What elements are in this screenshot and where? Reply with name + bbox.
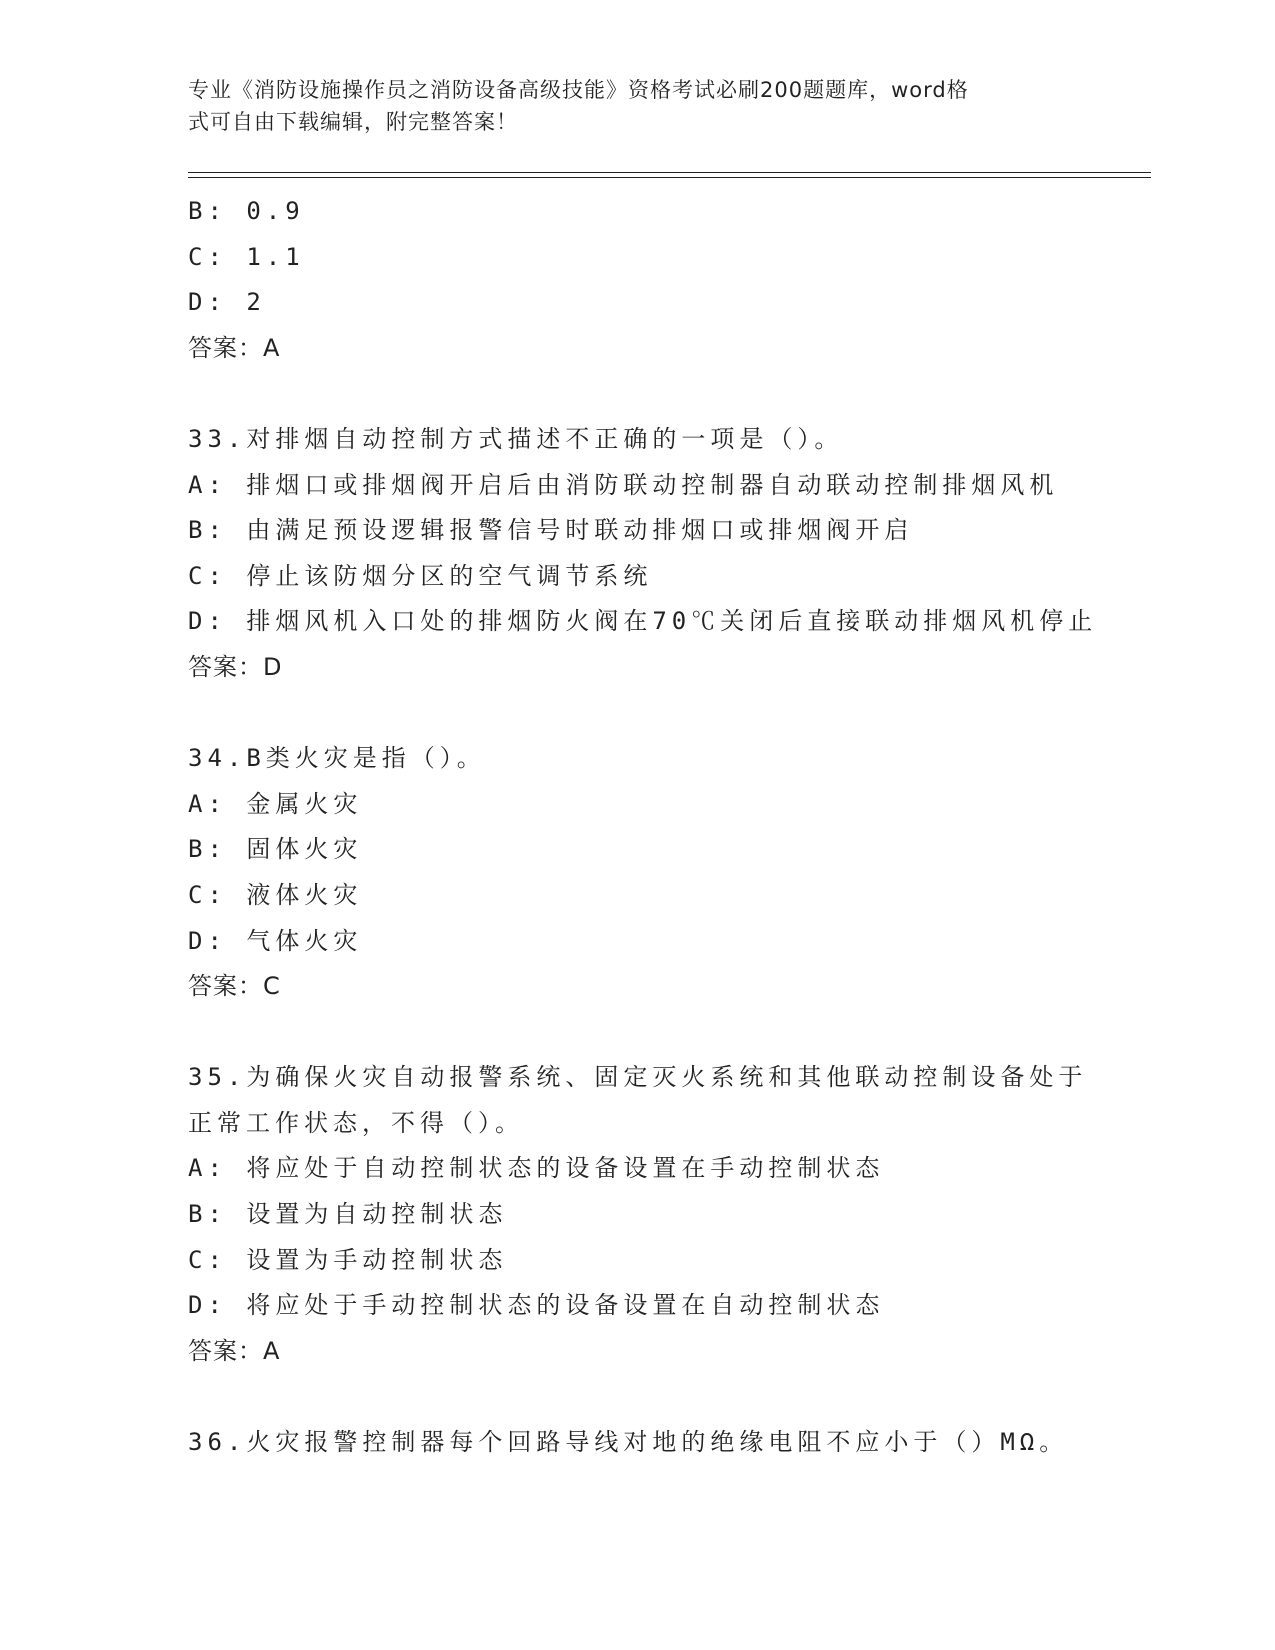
question-list	[188, 189, 1128, 1466]
question-stem: 33.对排烟自动控制方式描述不正确的一项是（）。	[188, 424, 844, 453]
question-stem-line-1: 35.为确保火灾自动报警系统、固定灭火系统和其他联动控制设备处于	[188, 1063, 1088, 1092]
header-rule-top	[188, 172, 1151, 173]
option-d: D: 排烟风机入口处的排烟防火阀在70℃关闭后直接联动排烟风机停止	[188, 607, 1098, 636]
option-b: B: 固体火灾	[188, 835, 363, 864]
option-c: C: 液体火灾	[188, 880, 363, 909]
previous-question-tail	[188, 189, 1128, 371]
question-stem: 34.B类火灾是指（）。	[188, 744, 486, 773]
answer: 答案：A	[188, 1336, 281, 1365]
header-rule-bottom	[188, 177, 1151, 178]
question-35	[188, 1055, 1128, 1374]
question-stem-line-2: 正常工作状态，不得（）。	[188, 1108, 524, 1137]
option-b: B: 0.9	[188, 197, 305, 225]
option-d: D: 气体火灾	[188, 926, 363, 955]
option-d: D: 2	[188, 288, 266, 317]
option-a: A: 排烟口或排烟阀开启后由消防联动控制器自动联动控制排烟风机	[188, 470, 1059, 499]
question-36	[188, 1420, 1128, 1466]
header-line-1: 专业《消防设施操作员之消防设备高级技能》资格考试必刷200题题库，word格	[188, 78, 969, 102]
option-c: C: 设置为手动控制状态	[188, 1245, 508, 1274]
spacer	[188, 1010, 1128, 1056]
answer: 答案：A	[188, 333, 281, 362]
answer: 答案：C	[188, 972, 281, 1001]
spacer	[188, 691, 1128, 737]
option-a: A: 将应处于自动控制状态的设备设置在手动控制状态	[188, 1154, 885, 1183]
document-header	[188, 74, 1068, 138]
option-b: B: 由满足预设逻辑报警信号时联动排烟口或排烟阀开启	[188, 516, 914, 545]
header-line-2: 式可自由下载编辑，附完整答案！	[188, 110, 518, 134]
option-c: C: 1.1	[188, 242, 305, 271]
spacer	[188, 371, 1128, 417]
answer: 答案：D	[188, 652, 283, 681]
option-d: D: 将应处于手动控制状态的设备设置在自动控制状态	[188, 1291, 885, 1320]
spacer	[188, 1374, 1128, 1420]
option-c: C: 停止该防烟分区的空气调节系统	[188, 561, 653, 590]
question-34	[188, 736, 1128, 1010]
question-stem: 36.火灾报警控制器每个回路导线对地的绝缘电阻不应小于（）MΩ。	[188, 1428, 1069, 1457]
option-b: B: 设置为自动控制状态	[188, 1200, 508, 1229]
option-a: A: 金属火灾	[188, 789, 363, 818]
question-33	[188, 417, 1128, 691]
